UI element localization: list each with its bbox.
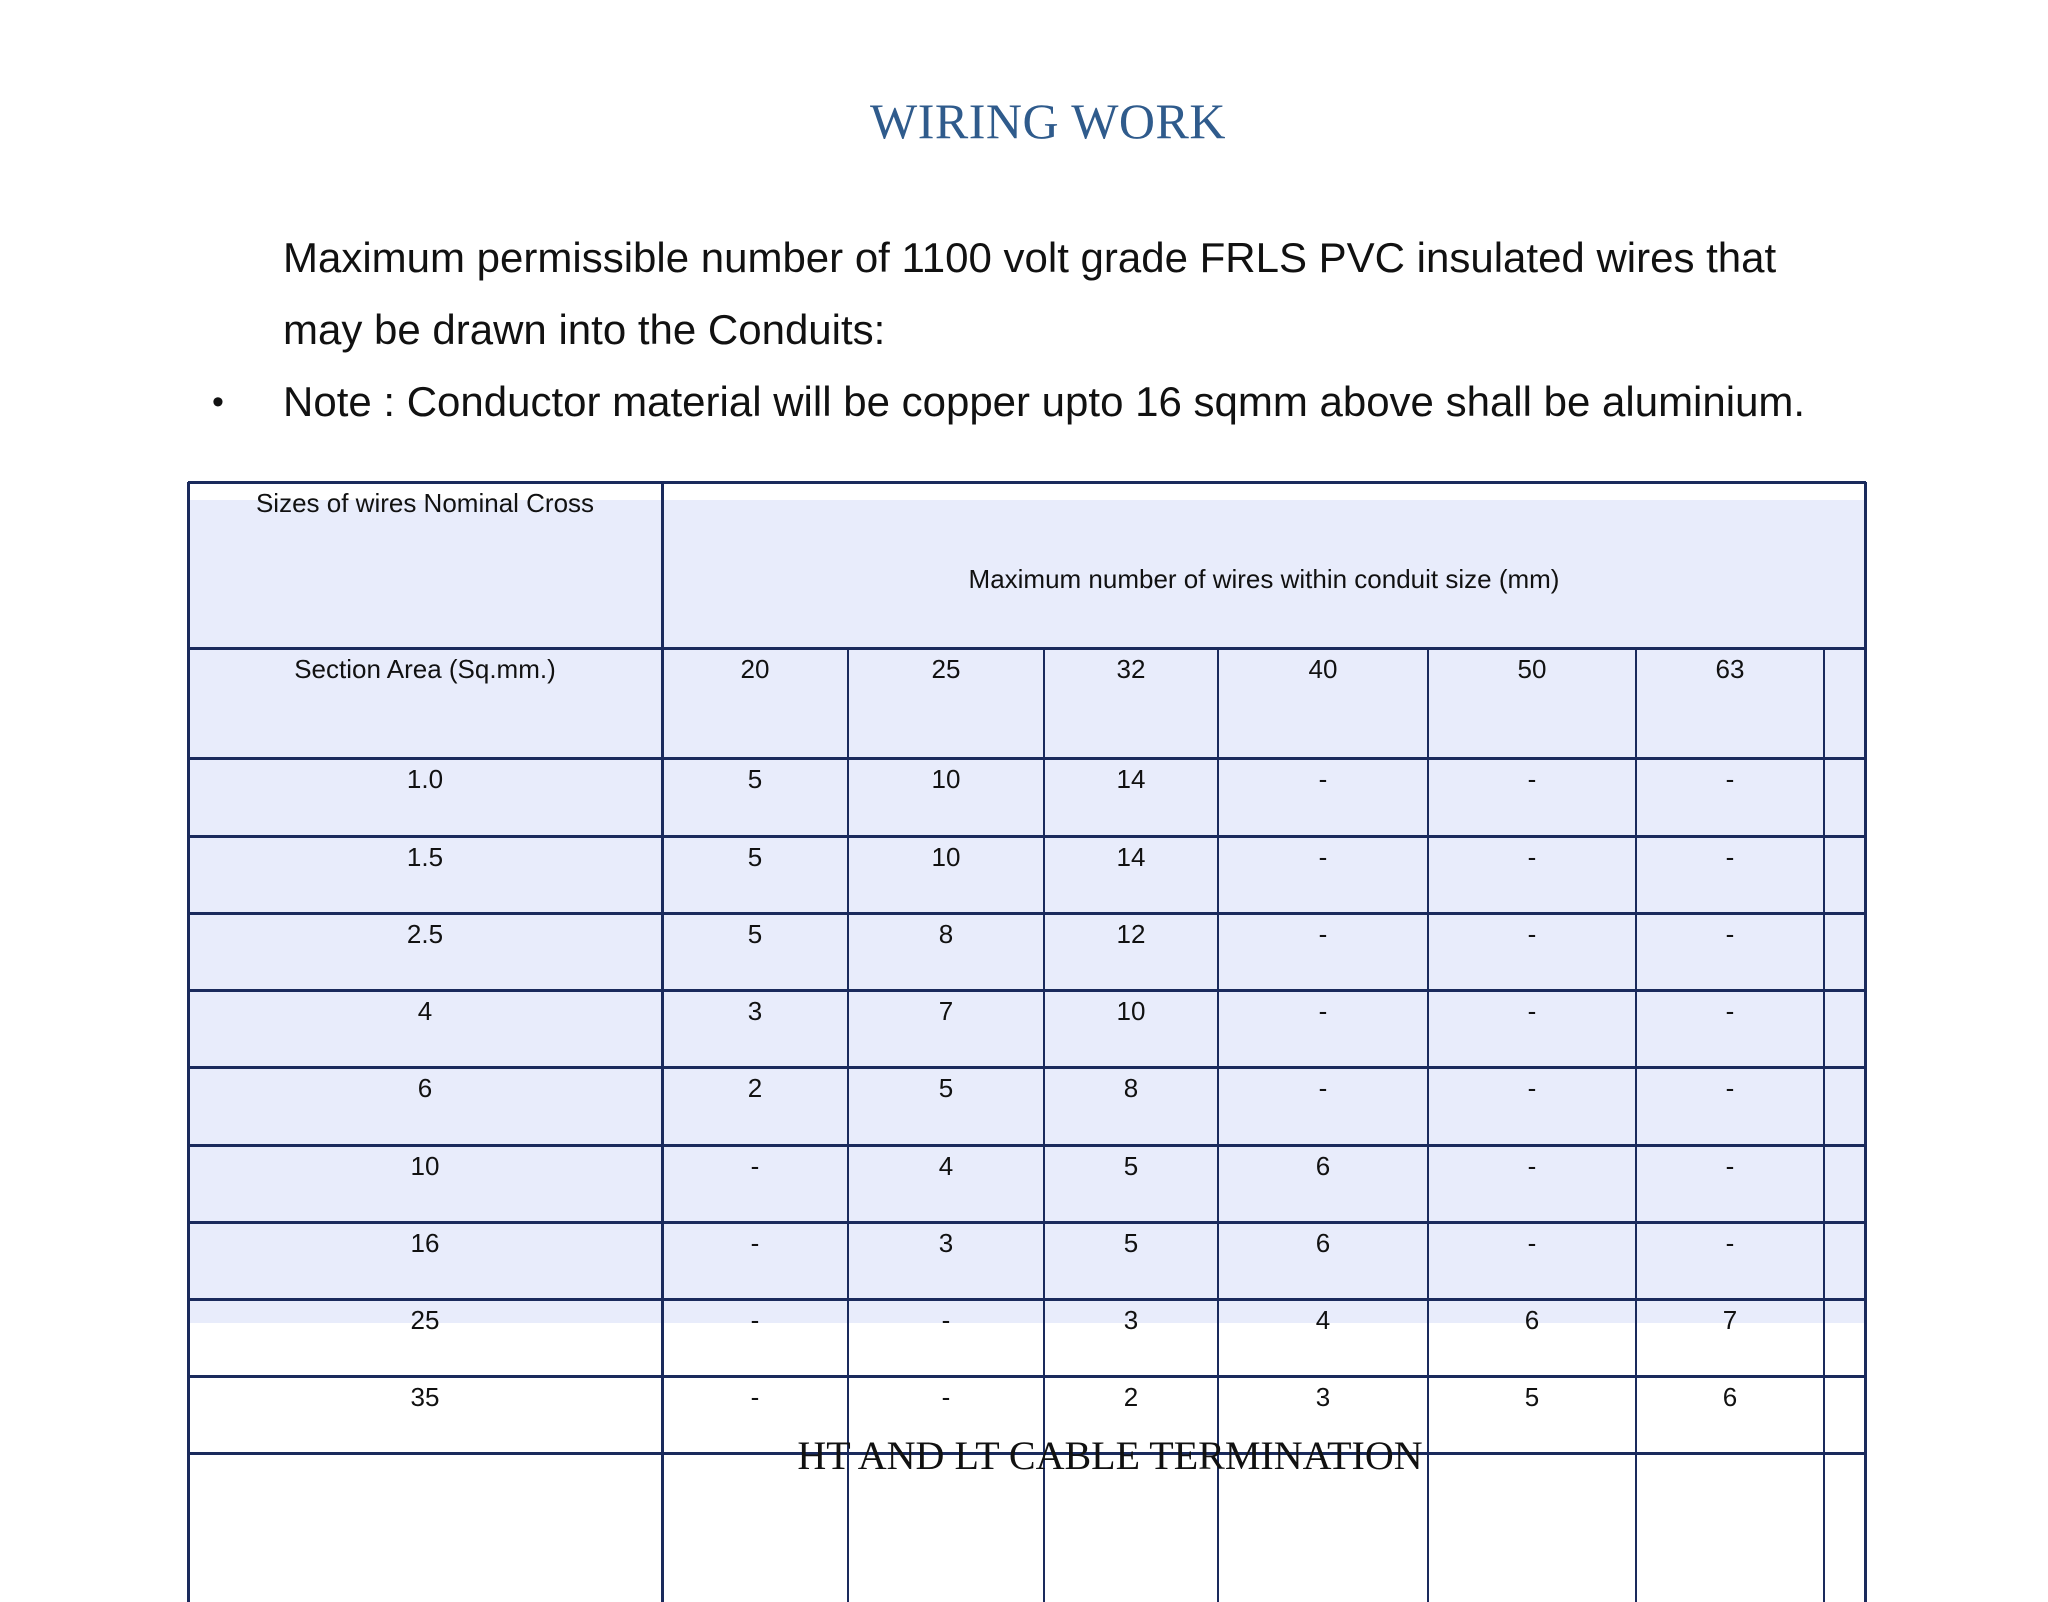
header-left-top: Sizes of wires Nominal Cross bbox=[255, 488, 595, 518]
table-cell: 6 bbox=[1722, 1382, 1738, 1412]
table-cell: 5 bbox=[1123, 1151, 1139, 1181]
table-cell: 7 bbox=[938, 996, 954, 1026]
table-cell: - bbox=[1318, 842, 1328, 872]
table-cell: - bbox=[1527, 842, 1537, 872]
table-cell: - bbox=[1527, 764, 1537, 794]
table-rule bbox=[188, 912, 1866, 915]
table-cell: 5 bbox=[1123, 1228, 1139, 1258]
table-cell: - bbox=[1527, 1228, 1537, 1258]
conduit-size-header: 25 bbox=[931, 654, 961, 684]
table-cell: - bbox=[1527, 1073, 1537, 1103]
table-cell: 5 bbox=[747, 919, 763, 949]
table-cell: - bbox=[750, 1151, 760, 1181]
row-size-cell: 35 bbox=[410, 1382, 440, 1412]
conduit-size-header: 63 bbox=[1715, 654, 1745, 684]
row-size-cell: 2.5 bbox=[406, 919, 444, 949]
table-cell: - bbox=[941, 1382, 951, 1412]
table-rule bbox=[188, 1144, 1866, 1147]
row-size-cell: 10 bbox=[410, 1151, 440, 1181]
table-cell: 8 bbox=[938, 919, 954, 949]
table-cell: 14 bbox=[1116, 842, 1146, 872]
table-rule bbox=[188, 757, 1866, 760]
conduit-size-header: 20 bbox=[740, 654, 770, 684]
table-cell: - bbox=[1725, 842, 1735, 872]
table-cell: 3 bbox=[747, 996, 763, 1026]
table-rule bbox=[188, 835, 1866, 838]
table-cell: - bbox=[1318, 764, 1328, 794]
table-cell: 6 bbox=[1524, 1305, 1540, 1335]
table-cell: - bbox=[1318, 919, 1328, 949]
table-cell: - bbox=[941, 1305, 951, 1335]
table-cell: - bbox=[1725, 1151, 1735, 1181]
row-size-cell: 6 bbox=[417, 1073, 433, 1103]
table-rule bbox=[188, 1298, 1866, 1301]
bullet-icon: • bbox=[212, 383, 224, 421]
table-rule bbox=[188, 989, 1866, 992]
table-cell: - bbox=[1527, 919, 1537, 949]
table-cell: 8 bbox=[1123, 1073, 1139, 1103]
table-cell: - bbox=[1527, 1151, 1537, 1181]
table-cell: - bbox=[1725, 919, 1735, 949]
table-cell: - bbox=[1318, 996, 1328, 1026]
table-cell: 2 bbox=[747, 1073, 763, 1103]
table-cell: 6 bbox=[1315, 1228, 1331, 1258]
section-heading-cable-termination: HT AND LT CABLE TERMINATION bbox=[797, 1433, 1423, 1478]
table-cell: 5 bbox=[1524, 1382, 1540, 1412]
table-cell: - bbox=[1318, 1073, 1328, 1103]
table-cell: 5 bbox=[747, 842, 763, 872]
table-cell: - bbox=[750, 1305, 760, 1335]
conduit-size-header: 40 bbox=[1308, 654, 1338, 684]
header-left-bottom: Section Area (Sq.mm.) bbox=[294, 654, 556, 684]
table-cell: 7 bbox=[1722, 1305, 1738, 1335]
table-cell: - bbox=[1725, 764, 1735, 794]
table-cell: 5 bbox=[938, 1073, 954, 1103]
table-cell: 5 bbox=[747, 764, 763, 794]
table-cell: 10 bbox=[931, 842, 961, 872]
table-cell: - bbox=[1527, 996, 1537, 1026]
row-size-cell: 1.0 bbox=[406, 764, 444, 794]
intro-paragraph: Maximum permissible number of 1100 volt grade FRLS PVC insulated wires that may be drawn into the Conduits: bbox=[283, 234, 1777, 353]
table-cell: - bbox=[1725, 1228, 1735, 1258]
table-cell: 10 bbox=[931, 764, 961, 794]
table-cell: 14 bbox=[1116, 764, 1146, 794]
table-cell: 3 bbox=[1123, 1305, 1139, 1335]
table-cell: - bbox=[1725, 1073, 1735, 1103]
row-size-cell: 25 bbox=[410, 1305, 440, 1335]
table-cell: 2 bbox=[1123, 1382, 1139, 1412]
table-cell: - bbox=[750, 1228, 760, 1258]
page-title: WIRING WORK bbox=[870, 93, 1226, 149]
table-cell: 3 bbox=[938, 1228, 954, 1258]
table-cell: - bbox=[750, 1382, 760, 1412]
table-rule bbox=[188, 1375, 1866, 1378]
row-size-cell: 4 bbox=[417, 996, 433, 1026]
table-cell: - bbox=[1725, 996, 1735, 1026]
table-cell: 6 bbox=[1315, 1151, 1331, 1181]
table-cell: 10 bbox=[1116, 996, 1146, 1026]
table-cell: 12 bbox=[1116, 919, 1146, 949]
row-size-cell: 1.5 bbox=[406, 842, 444, 872]
table-cell: 4 bbox=[1315, 1305, 1331, 1335]
header-span: Maximum number of wires within conduit size (mm) bbox=[968, 564, 1560, 594]
table-rule bbox=[188, 481, 1866, 484]
table-rule bbox=[188, 1066, 1866, 1069]
table-cell: 4 bbox=[938, 1151, 954, 1181]
table-cell: 3 bbox=[1315, 1382, 1331, 1412]
table-rule bbox=[188, 647, 1866, 650]
table-rule bbox=[188, 1221, 1866, 1224]
conduit-size-header: 50 bbox=[1517, 654, 1547, 684]
conduit-size-header: 32 bbox=[1116, 654, 1146, 684]
note-paragraph: Note : Conductor material will be copper upto 16 sqmm above shall be aluminium. bbox=[283, 378, 1806, 425]
row-size-cell: 16 bbox=[410, 1228, 440, 1258]
